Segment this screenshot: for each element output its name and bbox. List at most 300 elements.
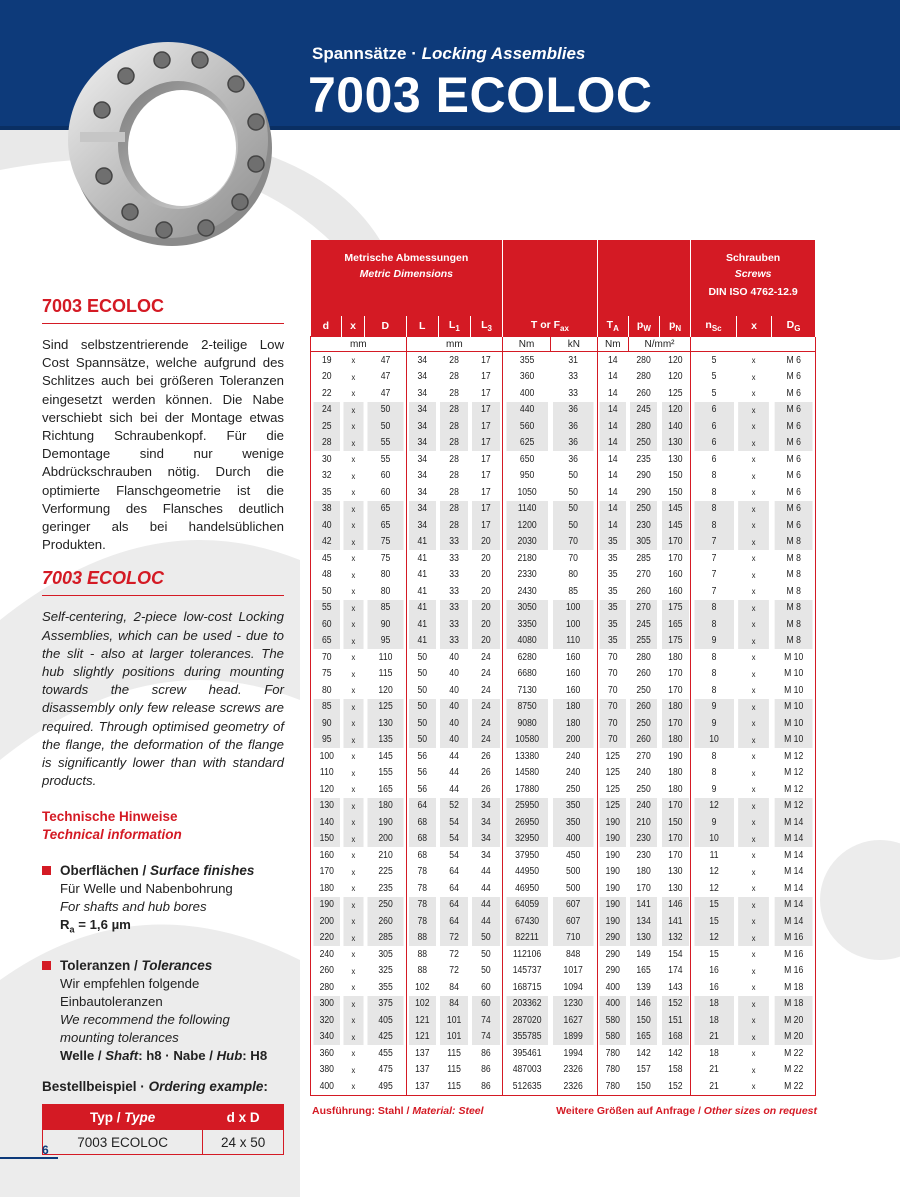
table-cell: 780 — [599, 1062, 626, 1079]
table-cell: x — [343, 831, 363, 848]
table-cell: 150 — [667, 470, 683, 482]
table-row — [311, 682, 816, 699]
table-cell: 325 — [377, 965, 393, 977]
table-cell: 260 — [312, 963, 339, 980]
table-cell: x — [752, 784, 756, 795]
table-cell: M 16 — [774, 946, 813, 963]
table-cell: x — [343, 699, 363, 716]
unit-kn: kN — [550, 337, 597, 352]
table-cell: 240 — [636, 767, 652, 779]
table-cell: 6680 — [506, 666, 548, 683]
table-cell: 28 — [440, 418, 468, 435]
table-cell: 4080 — [506, 633, 548, 650]
table-cell: 9 — [693, 699, 733, 716]
table-row — [311, 402, 816, 419]
table-cell: 26950 — [506, 814, 548, 831]
table-cell: 17 — [481, 354, 492, 366]
table-cell: 170 — [312, 864, 339, 881]
table-cell: 500 — [566, 866, 581, 878]
table-cell: 2030 — [506, 534, 548, 551]
unit-mm-1: mm — [311, 337, 407, 352]
table-cell: 174 — [667, 965, 683, 977]
table-cell: 225 — [377, 866, 393, 878]
table-row — [311, 930, 816, 947]
table-cell: x — [738, 930, 769, 947]
table-cell: 20 — [472, 534, 500, 551]
table-cell: 160 — [667, 585, 683, 597]
table-cell: 151 — [661, 1012, 688, 1029]
table-cell: 190 — [599, 847, 626, 864]
table-cell: 8 — [693, 616, 733, 633]
table-cell: 41 — [408, 600, 436, 617]
col-DG: $D_G$ — [772, 316, 816, 337]
table-cell: x — [343, 616, 363, 633]
bullet-square-icon — [42, 866, 51, 875]
table-cell: x — [351, 371, 355, 382]
group-metric-en: Metric Dimensions — [359, 268, 453, 280]
tolerance-line-4: mounting tolerances — [60, 1030, 179, 1046]
table-cell: 78 — [408, 913, 436, 930]
table-cell: 400 — [553, 831, 594, 848]
table-cell: 512635 — [506, 1078, 548, 1095]
table-cell: 18 — [693, 1045, 733, 1062]
group-torque — [503, 240, 598, 316]
table-cell: 130 — [630, 930, 657, 947]
table-cell: 150 — [312, 831, 339, 848]
table-cell: x — [343, 600, 363, 617]
table-cell: 650 — [506, 451, 548, 468]
table-cell: 44 — [481, 882, 492, 894]
table-cell: 25 — [312, 418, 339, 435]
table-cell: 35 — [599, 616, 626, 633]
table-cell: 35 — [599, 600, 626, 617]
table-cell: x — [752, 487, 756, 498]
table-cell: 240 — [566, 750, 581, 762]
table-cell: M 6 — [774, 352, 813, 369]
table-cell: 240 — [566, 767, 581, 779]
table-cell: 2430 — [506, 583, 548, 600]
table-cell: 1627 — [553, 1012, 594, 1029]
table-cell: x — [343, 402, 363, 419]
table-cell: 64 — [449, 866, 460, 878]
table-cell: 70 — [312, 649, 339, 666]
table-cell: 24 — [312, 402, 339, 419]
table-cell: 85 — [312, 699, 339, 716]
table-cell: 180 — [367, 798, 404, 815]
table-cell: 115 — [440, 1078, 468, 1095]
table-cell: 14580 — [506, 765, 548, 782]
table-cell: 5 — [693, 352, 733, 369]
table-cell: 50 — [408, 715, 436, 732]
table-cell: 20 — [312, 369, 339, 386]
table-cell: x — [738, 616, 769, 633]
table-cell: 141 — [630, 897, 657, 914]
table-row — [311, 798, 816, 815]
order-value-type: 7003 ECOLOC — [43, 1130, 203, 1155]
table-cell: 10 — [693, 831, 733, 848]
table-cell: 50 — [481, 948, 492, 960]
table-cell: x — [738, 831, 769, 848]
table-cell: 48 — [312, 567, 339, 584]
table-cell: 140 — [661, 418, 688, 435]
table-cell: 14 — [599, 402, 626, 419]
table-cell: M 6 — [774, 435, 813, 452]
table-cell: 70 — [599, 715, 626, 732]
table-cell: x — [752, 949, 756, 960]
table-cell: x — [752, 652, 756, 663]
table-cell: 55 — [312, 600, 339, 617]
table-cell: 33 — [449, 569, 460, 581]
table-cell: 28 — [449, 453, 460, 465]
table-cell: 90 — [367, 616, 404, 633]
table-cell: 84 — [449, 981, 460, 993]
table-cell: M 20 — [774, 1029, 813, 1046]
table-cell: 74 — [472, 1029, 500, 1046]
table-row — [311, 517, 816, 534]
table-cell: 121 — [408, 1029, 436, 1046]
table-cell: 35 — [599, 633, 626, 650]
table-cell: x — [738, 633, 769, 650]
table-cell: 14 — [599, 468, 626, 485]
table-row — [311, 550, 816, 567]
table-cell: 180 — [661, 699, 688, 716]
col-TA: $T_A$ — [597, 316, 628, 337]
table-cell: 17 — [481, 453, 492, 465]
table-cell: 125 — [599, 781, 626, 798]
table-cell: 170 — [667, 668, 683, 680]
table-row — [311, 748, 816, 765]
table-cell: 287020 — [506, 1012, 548, 1029]
table-cell: 33 — [568, 371, 579, 383]
table-row — [311, 913, 816, 930]
table-cell: 70 — [553, 534, 594, 551]
table-cell: 16 — [693, 963, 733, 980]
table-cell: 55 — [367, 435, 404, 452]
table-cell: 400 — [599, 979, 626, 996]
tolerance-block — [42, 957, 284, 1065]
fit-part-4: Hub — [216, 1048, 243, 1064]
table-row — [311, 385, 816, 402]
table-cell: 36 — [553, 402, 594, 419]
table-cell: 35 — [312, 484, 339, 501]
table-cell: 34 — [408, 468, 436, 485]
table-row — [311, 369, 816, 386]
table-cell: 165 — [636, 965, 652, 977]
table-cell: x — [351, 487, 355, 498]
table-cell: 102 — [408, 979, 436, 996]
table-cell: x — [738, 715, 769, 732]
table-cell: 8 — [693, 484, 733, 501]
table-cell: 245 — [630, 616, 657, 633]
table-cell: 78 — [408, 864, 436, 881]
table-cell: M 8 — [774, 583, 813, 600]
table-cell: 245 — [630, 402, 657, 419]
table-cell: 101 — [440, 1012, 468, 1029]
table-cell: 68 — [408, 831, 436, 848]
table-row — [311, 897, 816, 914]
table-cell: 34 — [472, 831, 500, 848]
table-cell: 142 — [636, 1047, 652, 1059]
table-cell: 17880 — [506, 781, 548, 798]
table-cell: 33 — [440, 600, 468, 617]
table-cell: x — [343, 930, 363, 947]
table-cell: 260 — [367, 913, 404, 930]
table-cell: 20 — [472, 633, 500, 650]
order-label-de: Bestellbeispiel · — [42, 1079, 145, 1095]
table-cell: 149 — [636, 948, 652, 960]
table-cell: 88 — [408, 963, 436, 980]
table-cell: 180 — [667, 767, 683, 779]
table-cell: 78 — [408, 880, 436, 897]
table-cell: M 14 — [774, 897, 813, 914]
table-cell: M 20 — [774, 1012, 813, 1029]
table-cell: 100 — [553, 600, 594, 617]
table-cell: 5 — [693, 369, 733, 386]
table-cell: M 18 — [774, 996, 813, 1013]
roughness-value: = 1,6 µm — [78, 917, 131, 933]
table-cell: 88 — [408, 946, 436, 963]
table-cell: M 10 — [774, 699, 813, 716]
table-cell: 170 — [661, 798, 688, 815]
table-cell: 50 — [408, 732, 436, 749]
table-cell: x — [343, 517, 363, 534]
table-cell: 180 — [661, 732, 688, 749]
table-row — [311, 666, 816, 683]
table-cell: 41 — [408, 550, 436, 567]
table-cell: 145 — [661, 517, 688, 534]
tolerance-line-1: Wir empfehlen folgende — [60, 976, 200, 992]
table-cell: x — [343, 501, 363, 518]
table-cell: 7 — [693, 550, 733, 567]
table-cell: 95 — [367, 633, 404, 650]
table-row — [311, 1045, 816, 1062]
table-cell: 120 — [667, 371, 683, 383]
table-row — [311, 649, 816, 666]
table-cell: 200 — [312, 913, 339, 930]
table-cell: 64 — [449, 882, 460, 894]
tech-heading-en: Technical information — [42, 827, 182, 843]
table-cell: 360 — [312, 1045, 339, 1062]
table-cell: 180 — [667, 783, 683, 795]
table-cell: x — [343, 798, 363, 815]
table-cell: 50 — [408, 699, 436, 716]
table-cell: 47 — [380, 354, 390, 366]
table-cell: 13380 — [506, 748, 548, 765]
table-cell: 14 — [599, 501, 626, 518]
table-cell: 848 — [566, 948, 581, 960]
table-cell: x — [738, 517, 769, 534]
table-row — [311, 451, 816, 468]
table-cell: 2326 — [563, 1064, 584, 1076]
table-cell: 8 — [693, 468, 733, 485]
table-cell: 8 — [693, 517, 733, 534]
table-cell: 14 — [599, 484, 626, 501]
table-cell: M 12 — [774, 798, 813, 815]
page-title: 7003 ECOLOC — [308, 67, 653, 123]
table-cell: M 10 — [774, 682, 813, 699]
section-title-en: 7003 ECOLOC — [42, 568, 284, 596]
table-cell: 1899 — [553, 1029, 594, 1046]
table-cell: 150 — [667, 486, 683, 498]
table-cell: 80 — [380, 585, 390, 597]
table-row — [311, 468, 816, 485]
group-metric-de: Metrische Abmessungen — [344, 252, 469, 264]
table-cell: x — [752, 388, 756, 399]
table-cell: 280 — [312, 979, 339, 996]
table-cell: M 8 — [774, 567, 813, 584]
table-cell: 40 — [440, 732, 468, 749]
table-cell: 34 — [481, 849, 492, 861]
table-cell: 34 — [408, 435, 436, 452]
table-cell: 20 — [472, 616, 500, 633]
table-cell: 44 — [449, 767, 460, 779]
tolerance-heading — [42, 957, 284, 975]
table-cell: 190 — [599, 864, 626, 881]
table-row — [311, 1078, 816, 1095]
col-L3: $L_3$ — [470, 316, 502, 337]
table-cell: 9 — [693, 781, 733, 798]
table-cell: 200 — [367, 831, 404, 848]
table-cell: 70 — [599, 699, 626, 716]
table-cell: 135 — [367, 732, 404, 749]
surface-heading — [42, 862, 284, 880]
table-cell: 40 — [449, 668, 460, 680]
table-cell: 142 — [667, 1047, 683, 1059]
table-cell: x — [752, 1048, 756, 1059]
table-cell: 72 — [440, 930, 468, 947]
table-cell: 80 — [312, 682, 339, 699]
table-cell: 137 — [408, 1045, 436, 1062]
table-cell: 41 — [408, 567, 436, 584]
table-cell: 230 — [630, 831, 657, 848]
table-cell: 36 — [568, 453, 579, 465]
table-cell: 28 — [449, 354, 460, 366]
table-row — [311, 484, 816, 501]
table-cell: 17 — [472, 517, 500, 534]
table-cell: M 14 — [774, 864, 813, 881]
table-cell: 190 — [599, 897, 626, 914]
table-row — [311, 979, 816, 996]
table-cell: 32950 — [506, 831, 548, 848]
table-cell: x — [343, 897, 363, 914]
table-cell: x — [343, 732, 363, 749]
table-cell: 290 — [636, 486, 652, 498]
table-cell: 41 — [408, 616, 436, 633]
table-cell: 160 — [566, 668, 581, 680]
table-cell: 125 — [599, 765, 626, 782]
surface-roughness: $R_a = 1,6$ µm — [60, 917, 131, 936]
table-cell: x — [752, 371, 756, 382]
table-cell: 145737 — [506, 963, 548, 980]
table-cell: x — [351, 470, 355, 481]
table-cell: 141 — [661, 913, 688, 930]
table-cell: 34 — [408, 369, 436, 386]
table-cell: 40 — [440, 715, 468, 732]
table-cell: 150 — [630, 1078, 657, 1095]
table-cell: 3350 — [506, 616, 548, 633]
left-column — [42, 296, 284, 1155]
table-cell: 121 — [408, 1012, 436, 1029]
table-cell: 100 — [312, 748, 339, 765]
table-cell: x — [351, 652, 355, 663]
table-cell: 210 — [630, 814, 657, 831]
table-cell: 86 — [481, 1064, 492, 1076]
table-cell: 21 — [693, 1029, 733, 1046]
table-cell: 190 — [312, 897, 339, 914]
table-cell: 70 — [568, 552, 579, 564]
table-cell: 65 — [367, 517, 404, 534]
table-cell: 170 — [661, 715, 688, 732]
table-cell: 50 — [568, 486, 579, 498]
table-cell: x — [343, 1078, 363, 1095]
order-header-type-en: Type — [124, 1109, 156, 1125]
table-cell: 34 — [472, 798, 500, 815]
table-cell: 44 — [449, 783, 460, 795]
table-cell: 607 — [553, 897, 594, 914]
table-cell: x — [351, 850, 355, 861]
table-row — [311, 715, 816, 732]
table-cell: 475 — [377, 1064, 393, 1076]
table-cell: 340 — [312, 1029, 339, 1046]
table-cell: 60 — [312, 616, 339, 633]
table-row — [311, 732, 816, 749]
table-cell: 180 — [636, 866, 652, 878]
table-cell: x — [752, 767, 756, 778]
table-cell: 44 — [481, 866, 492, 878]
table-cell: 44 — [449, 750, 460, 762]
table-cell: 290 — [636, 470, 652, 482]
table-cell: 235 — [377, 882, 393, 894]
table-cell: M 10 — [774, 649, 813, 666]
table-cell: 34 — [408, 501, 436, 518]
table-cell: 250 — [630, 715, 657, 732]
table-cell: 21 — [693, 1078, 733, 1095]
table-cell: 20 — [472, 600, 500, 617]
table-cell: 130 — [661, 435, 688, 452]
table-cell: x — [738, 814, 769, 831]
table-cell: 28 — [449, 387, 460, 399]
table-cell: 34 — [408, 385, 436, 402]
fit-part-2: Shaft — [105, 1048, 139, 1064]
table-cell: 160 — [667, 569, 683, 581]
table-cell: x — [351, 751, 355, 762]
table-cell: 130 — [367, 715, 404, 732]
tolerance-heading-en: Tolerances — [141, 958, 213, 974]
table-cell: 170 — [667, 684, 683, 696]
table-cell: 160 — [566, 684, 581, 696]
table-cell: M 12 — [774, 748, 813, 765]
table-cell: 17 — [472, 435, 500, 452]
table-cell: x — [351, 586, 355, 597]
table-cell: 285 — [636, 552, 652, 564]
table-cell: 17 — [472, 501, 500, 518]
table-cell: 132 — [661, 930, 688, 947]
table-cell: 26 — [481, 767, 492, 779]
table-cell: x — [351, 454, 355, 465]
table-cell: 115 — [447, 1047, 462, 1059]
table-cell: M 6 — [774, 468, 813, 485]
table-cell: x — [343, 534, 363, 551]
table-cell: 134 — [630, 913, 657, 930]
table-cell: x — [752, 569, 756, 580]
table-cell: M 14 — [774, 847, 813, 864]
table-cell: 168 — [661, 1029, 688, 1046]
table-cell: 780 — [599, 1045, 626, 1062]
table-cell: 260 — [636, 668, 652, 680]
table-row — [311, 616, 816, 633]
table-cell: 110 — [312, 765, 339, 782]
table-cell: M 6 — [774, 418, 813, 435]
